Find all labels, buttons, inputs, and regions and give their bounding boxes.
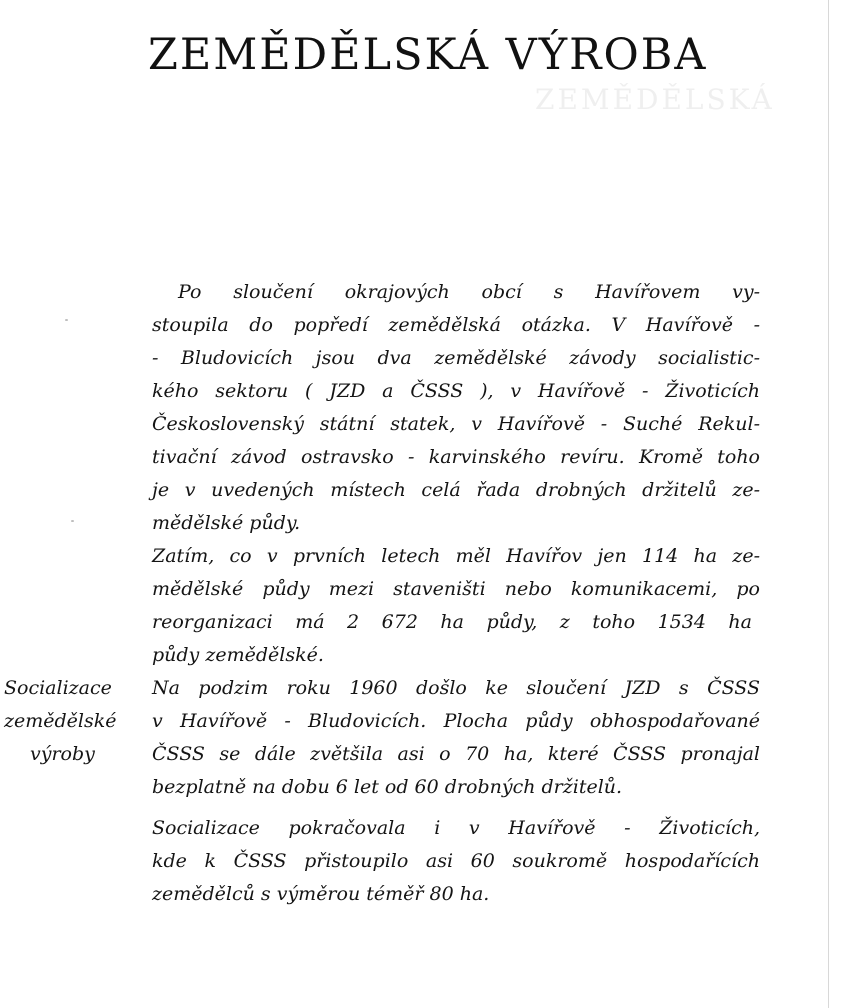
paper-speck bbox=[65, 319, 68, 321]
paragraph-line: je v uvedených místech celá řada drobných držitelů ze- bbox=[152, 479, 760, 501]
paragraph-line: Na podzim roku 1960 došlo ke sloučení JZD s ČSSS bbox=[152, 677, 760, 699]
paragraph-line: ČSSS se dále zvětšila asi o 70 ha, které ČSSS pronajal bbox=[152, 743, 760, 765]
paragraph-line: zemědělců s výměrou téměř 80 ha. bbox=[152, 883, 490, 905]
faint-heading: ZEMĚDĚLSKÁ bbox=[535, 83, 775, 116]
paragraph-line: Po sloučení okrajových obcí s Havířovem vy- bbox=[178, 281, 760, 303]
paragraph-line: v Havířově - Bludovicích. Plocha půdy obhospodařované bbox=[152, 710, 760, 732]
paragraph-line: bezplatně na dobu 6 let od 60 drobných držitelů. bbox=[152, 776, 623, 798]
margin-note-line: výroby bbox=[30, 743, 95, 765]
margin-note-line: Socializace bbox=[4, 677, 112, 699]
paragraph-line: Československý státní statek, v Havířově - Suché Rekul- bbox=[152, 413, 760, 435]
paper-speck bbox=[71, 520, 74, 522]
paragraph-line: půdy zemědělské. bbox=[152, 644, 324, 666]
paragraph-line: tivační závod ostravsko - karvinského revíru. Kromě toho bbox=[152, 446, 760, 468]
paragraph-line: kde k ČSSS přistoupilo asi 60 soukromě hospodařících bbox=[152, 850, 760, 872]
paragraph-line: Socializace pokračovala i v Havířově - Životicích, bbox=[152, 817, 760, 839]
page-edge bbox=[828, 0, 829, 1008]
paragraph-line: kého sektoru ( JZD a ČSSS ), v Havířově - Životicích bbox=[152, 380, 760, 402]
paragraph-line: Zatím, co v prvních letech měl Havířov jen 114 ha ze- bbox=[152, 545, 760, 567]
paragraph-line: mědělské půdy mezi staveništi nebo komunikacemi, po bbox=[152, 578, 760, 600]
paragraph-line: - Bludovicích jsou dva zemědělské závody socialistic- bbox=[152, 347, 760, 369]
paragraph-line: mědělské půdy. bbox=[152, 512, 301, 534]
paragraph-line: stoupila do popředí zemědělská otázka. V Havířově - bbox=[152, 314, 760, 336]
page-title: ZEMĚDĚLSKÁ VÝROBA bbox=[148, 30, 708, 80]
margin-note-line: zemědělské bbox=[4, 710, 117, 732]
paragraph-line: reorganizaci má 2 672 ha půdy, z toho 1534 ha bbox=[152, 611, 752, 633]
